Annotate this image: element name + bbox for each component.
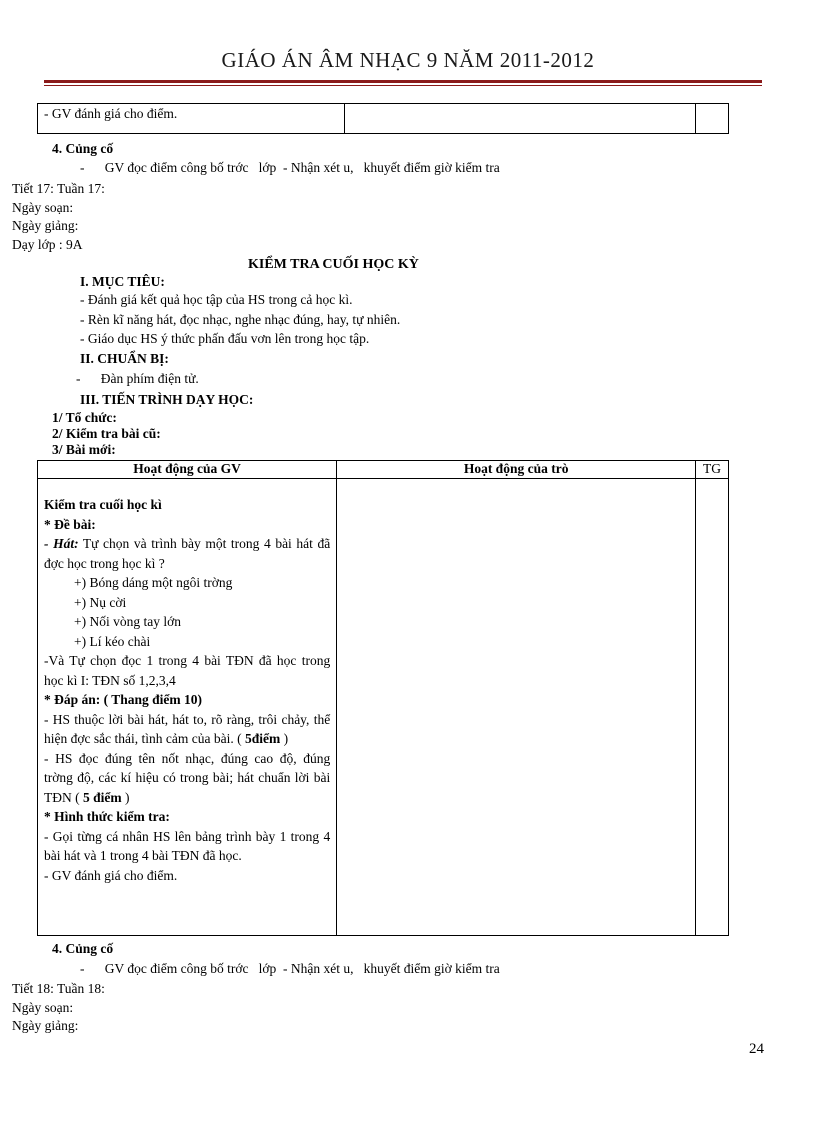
dap-an-2 <box>44 749 330 808</box>
tro-activity-cell <box>337 479 696 936</box>
tg-cell <box>696 479 729 936</box>
ngay-giang-18: Ngày giảng: <box>12 1018 79 1033</box>
dap-an-1 <box>44 710 330 749</box>
header-rule-thick <box>44 80 762 83</box>
dap-an-2-close: ) <box>125 789 130 805</box>
header-tro: Hoạt động của trò <box>337 461 696 479</box>
dap-an-1-text: - HS thuộc lời bài hát, hát to, rõ ràng, trôi chảy, thể hiện đợc sắc thái, tình cảm của bài. ( <box>44 711 331 746</box>
dap-an-2-points: 5 điểm <box>79 789 125 805</box>
song-item: +) Lí kéo chài <box>74 633 151 649</box>
test-heading: Kiểm tra cuối học kì <box>44 497 162 512</box>
song-item: +) Nối vòng tay lớn <box>74 614 181 629</box>
song-item: +) Bóng dáng một ngôi trờng <box>74 575 233 590</box>
tien-trinh-step: 3/ Bài mới: <box>52 442 116 457</box>
chuan-bi-label: II. CHUẨN BỊ: <box>80 351 169 366</box>
cung-co-line-2: - GV đọc điểm công bố trớc lớp - Nhận xét u, khuyết điểm giờ kiểm tra <box>80 961 500 976</box>
dap-an-2-text: - HS đọc đúng tên nốt nhạc, đúng cao độ, đúng trờng độ, các kí hiệu có trong bài; hát chuẩn lời bài TĐN ( <box>44 750 331 805</box>
ngay-soan-18: Ngày soạn: <box>12 1000 74 1015</box>
dap-an-1-close: ) <box>283 731 289 746</box>
top-table-gv-cell <box>38 104 345 134</box>
tien-trinh-label: III. TIẾN TRÌNH DẠY HỌC: <box>80 392 254 407</box>
tiet-17: Tiết 17: Tuần 17: <box>12 181 105 196</box>
muc-tieu-item: - Giáo dục HS ý thức phấn đấu vơn lên trong học tập. <box>80 331 370 346</box>
ngay-giang: Ngày giảng: <box>12 218 79 233</box>
va-paragraph: -Và Tự chọn đọc 1 trong 4 bài TĐN đã học trong học kì I: TĐN số 1,2,3,4 <box>44 653 331 688</box>
day-lop: Dạy lớp : 9A <box>12 237 83 252</box>
song-item: +) Nụ cời <box>74 594 127 610</box>
top-table <box>37 103 729 134</box>
cung-co-heading-2: 4. Củng cố <box>52 941 114 956</box>
page-header-title: GIÁO ÁN ÂM NHẠC 9 NĂM 2011-2012 <box>221 48 595 72</box>
header-tg: TG <box>696 461 729 479</box>
muc-tieu-label: I. MỤC TIÊU: <box>80 274 165 289</box>
hat-label: - Hát: <box>44 536 79 551</box>
gv-activity-cell <box>38 479 337 936</box>
hat-text: Tự chọn và trình bày một trong 4 bài hát đã đợc học trong học kì ? <box>44 536 331 571</box>
top-table-text: - GV đánh giá cho điểm. <box>44 106 178 121</box>
main-activity-table <box>37 460 729 936</box>
cung-co-line-1: - GV đọc điểm công bố trớc lớp - Nhận xét u, khuyết điểm giờ kiểm tra <box>80 160 500 175</box>
cung-co-heading-1: 4. Củng cố <box>52 141 114 156</box>
header-gv: Hoạt động của GV <box>38 461 337 479</box>
muc-tieu-item: - Rèn kĩ năng hát, đọc nhạc, nghe nhạc đúng, hay, tự nhiên. <box>80 312 401 327</box>
tiet-18: Tiết 18: Tuần 18: <box>12 981 105 996</box>
ngay-soan: Ngày soạn: <box>12 200 74 215</box>
page-number: 24 <box>749 1041 764 1057</box>
top-table-tg-cell <box>695 104 728 134</box>
chuan-bi-item: - Đàn phím điện tử. <box>76 371 199 386</box>
dap-an-label: * Đáp án: ( Thang điểm 10) <box>44 692 203 707</box>
hinh-thuc-text: - Gọi từng cá nhân HS lên bảng trình bày 1 trong 4 bài hát và 1 trong 4 bài TĐN đã học. <box>44 828 331 863</box>
hat-paragraph <box>44 534 330 573</box>
hinh-thuc-label: * Hình thức kiểm tra: <box>44 809 170 824</box>
top-table-tro-cell <box>345 104 695 134</box>
tien-trinh-step: 1/ Tổ chức: <box>52 410 117 425</box>
dap-an-1-points: 5điểm <box>241 731 284 746</box>
danh-gia-text: - GV đánh giá cho điểm. <box>44 867 178 883</box>
tien-trinh-step: 2/ Kiểm tra bài cũ: <box>52 426 161 441</box>
header-rule-thin <box>44 85 762 86</box>
muc-tieu-item: - Đánh giá kết quả học tập của HS trong cả học kì. <box>80 292 353 307</box>
lesson-title: KIỂM TRA CUỐI HỌC KỲ <box>248 257 419 272</box>
de-bai-label: * Đề bài: <box>44 516 96 532</box>
